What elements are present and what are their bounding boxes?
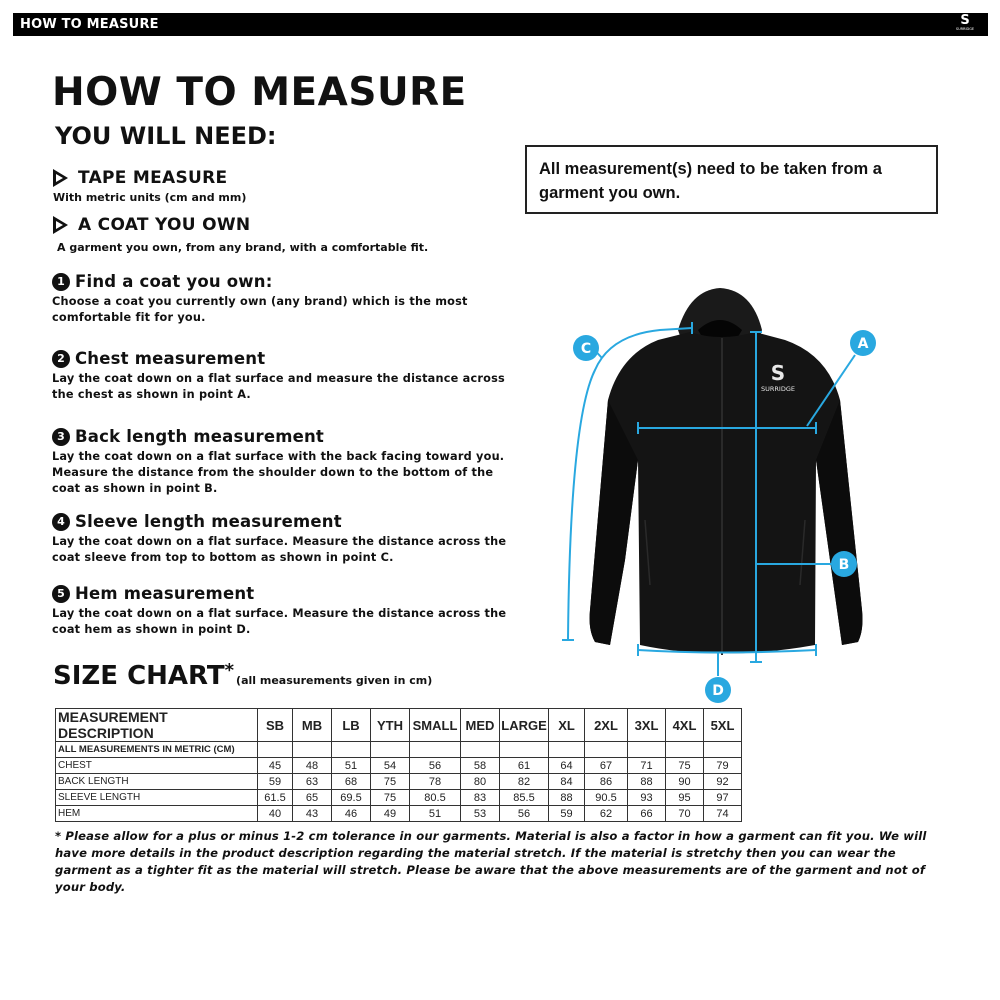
step-title: Chest measurement [75,349,266,368]
empty-cell [704,742,742,758]
column-header-size: 4XL [666,709,704,742]
step-body: Lay the coat down on a flat surface. Measure the distance across the coat sleeve from top to bottom as shown in point C. [52,535,507,564]
table-cell: 43 [293,806,332,822]
row-label: SLEEVE LENGTH [56,790,258,806]
table-cell: 66 [628,806,666,822]
header-title: HOW TO MEASURE [20,17,159,32]
table-cell: 95 [666,790,704,806]
table-cell: 49 [371,806,410,822]
table-cell: 80.5 [410,790,461,806]
row-label: HEM [56,806,258,822]
jacket-icon [590,288,863,655]
label-a: A [857,336,869,352]
table-cell: 79 [704,758,742,774]
label-c-badge [573,335,599,361]
step-title: Sleeve length measurement [75,512,342,531]
table-cell: 46 [332,806,371,822]
table-cell: 54 [371,758,410,774]
step-title: Back length measurement [75,427,325,446]
table-cell: 69.5 [332,790,371,806]
logo-text: SURRIDGE [955,27,975,31]
table-cell: 48 [293,758,332,774]
table-cell: 75 [371,774,410,790]
column-header-size: 5XL [704,709,742,742]
table-cell: 63 [293,774,332,790]
step-body: Choose a coat you currently own (any brand) which is the most comfortable fit for you. [52,295,468,324]
number-4-icon: 4 [52,513,70,531]
table-cell: 84 [549,774,585,790]
table-cell: 67 [585,758,628,774]
column-header-size: MED [461,709,500,742]
empty-cell [461,742,500,758]
table-cell: 75 [666,758,704,774]
column-header-size: 3XL [628,709,666,742]
garment-logo-text: SURRIDGE [761,385,795,393]
table-cell: 85.5 [500,790,549,806]
logo-s-icon: S [960,13,970,28]
empty-cell [500,742,549,758]
table-row [56,806,742,822]
table-cell: 78 [410,774,461,790]
table-cell: 51 [332,758,371,774]
table-cell: 64 [549,758,585,774]
column-header-size: XL [549,709,585,742]
size-chart-note: (all measurements given in cm) [236,674,433,687]
step-title: Find a coat you own: [75,272,273,291]
table-cell: 40 [258,806,293,822]
table-cell: 71 [628,758,666,774]
table-cell: 53 [461,806,500,822]
table-cell: 92 [704,774,742,790]
empty-cell [293,742,332,758]
label-c: C [580,341,592,357]
empty-cell [371,742,410,758]
subheader-cell: ALL MEASUREMENTS IN METRIC (CM) [56,742,258,758]
table-cell: 59 [258,774,293,790]
column-header-size: LB [332,709,371,742]
table-cell: 90 [666,774,704,790]
table-cell: 61 [500,758,549,774]
label-b-badge [831,551,857,577]
page-title: HOW TO MEASURE [52,70,467,115]
label-b: B [838,557,850,573]
row-label: BACK LENGTH [56,774,258,790]
size-chart-table [55,708,742,822]
step-1 [52,272,522,326]
empty-cell [258,742,293,758]
table-cell: 61.5 [258,790,293,806]
number-1-icon: 1 [52,273,70,291]
column-header-size: LARGE [500,709,549,742]
footnote: * Please allow for a plus or minus 1-2 cm tolerance in our garments. Material is also a factor in how a garment can fit you. We will have more details in the product description regarding the material stretch. If the material is stretchy then you can wear the garment as a tighter fit as the material will stretch. Please be aware that the above measurements are of the garment and not of your body. [55,829,927,894]
step-2 [52,349,522,403]
table-cell: 51 [410,806,461,822]
empty-cell [332,742,371,758]
table-row [56,774,742,790]
label-d: D [712,683,724,699]
table-cell: 80 [461,774,500,790]
step-body: Lay the coat down on a flat surface and measure the distance across the chest as shown in point A. [52,372,505,401]
label-a-badge [850,330,876,356]
empty-cell [628,742,666,758]
table-cell: 56 [410,758,461,774]
table-cell: 74 [704,806,742,822]
jacket-diagram [550,270,890,710]
step-body: Lay the coat down on a flat surface with the back facing toward you. Measure the distance from the shoulder down to the bottom of the coat as shown in point B. [52,450,505,495]
table-cell: 68 [332,774,371,790]
triangle-play-icon [53,216,68,234]
column-header-size: SMALL [410,709,461,742]
table-row [56,790,742,806]
step-4 [52,512,522,566]
table-cell: 65 [293,790,332,806]
table-cell: 59 [549,806,585,822]
table-cell: 62 [585,806,628,822]
empty-cell [585,742,628,758]
step-body: Lay the coat down on a flat surface. Measure the distance across the coat hem as shown in point D. [52,607,507,636]
need-item-coat [53,215,428,254]
number-5-icon: 5 [52,585,70,603]
column-header-size: YTH [371,709,410,742]
table-cell: 93 [628,790,666,806]
table-cell: 88 [549,790,585,806]
table-cell: 58 [461,758,500,774]
number-3-icon: 3 [52,428,70,446]
label-d-badge [705,677,731,703]
column-header-description: MEASUREMENT DESCRIPTION [56,709,258,742]
table-cell: 56 [500,806,549,822]
asterisk: * [224,660,235,681]
row-label: CHEST [56,758,258,774]
need-label: A COAT YOU OWN [78,215,251,235]
empty-cell [549,742,585,758]
column-header-size: MB [293,709,332,742]
table-header-row [56,709,742,742]
table-cell: 45 [258,758,293,774]
table-cell: 75 [371,790,410,806]
need-item-tape-measure [53,168,246,204]
need-detail: A garment you own, from any brand, with a comfortable fit. [57,241,429,254]
table-cell: 90.5 [585,790,628,806]
step-5 [52,584,522,638]
number-2-icon: 2 [52,350,70,368]
brand-logo [950,14,980,35]
size-chart-heading [53,661,432,691]
triangle-play-icon [53,169,68,187]
table-row [56,758,742,774]
table-subheader-row [56,742,742,758]
notice-box: All measurement(s) need to be taken from a garment you own. [525,145,938,214]
table-cell: 88 [628,774,666,790]
header-bar [13,13,988,36]
empty-cell [666,742,704,758]
step-title: Hem measurement [75,584,255,603]
need-detail: With metric units (cm and mm) [53,191,247,204]
table-cell: 70 [666,806,704,822]
section-heading-you-will-need: YOU WILL NEED: [55,122,277,150]
column-header-size: SB [258,709,293,742]
empty-cell [410,742,461,758]
column-header-size: 2XL [585,709,628,742]
table-cell: 83 [461,790,500,806]
need-label: TAPE MEASURE [78,168,228,188]
size-chart-title: SIZE CHART [53,661,225,691]
table-cell: 82 [500,774,549,790]
step-3 [52,427,522,497]
table-cell: 97 [704,790,742,806]
table-cell: 86 [585,774,628,790]
garment-logo-s-icon: S [770,361,786,385]
